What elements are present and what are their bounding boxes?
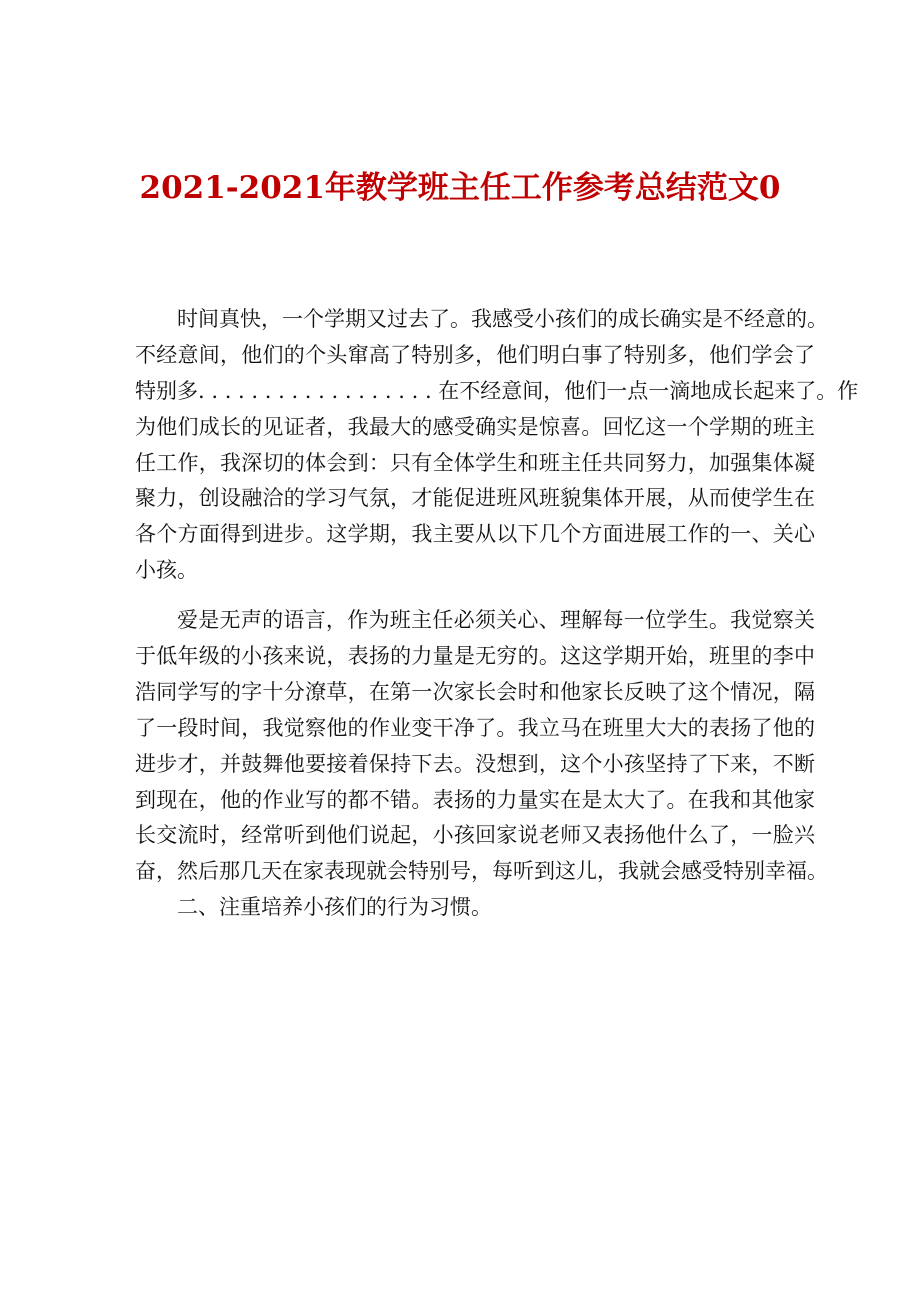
paragraph-line: 任工作，我深切的体会到：只有全体学生和班主任共同努力，加强集体凝 bbox=[135, 450, 815, 475]
paragraph-line: 聚力，创设融洽的学习气氛，才能促进班风班貌集体开展，从而使学生在 bbox=[135, 486, 815, 511]
paragraph-line: 于低年级的小孩来说，表扬的力量是无穷的。这这学期开始，班里的李中 bbox=[135, 644, 815, 669]
paragraph-line: 进步才，并鼓舞他要接着保持下去。没想到，这个小孩坚持了下来，不断 bbox=[135, 751, 815, 776]
paragraph-line: 各个方面得到进步。这学期，我主要从以下几个方面进展工作的一、关心 bbox=[135, 522, 815, 547]
paragraph-line: 小孩。 bbox=[135, 558, 198, 583]
paragraph-line: 不经意间，他们的个头窜高了特别多，他们明白事了特别多，他们学会了 bbox=[135, 342, 815, 367]
section-heading-habits bbox=[135, 890, 815, 926]
paragraph-line: 浩同学写的字十分潦草，在第一次家长会时和他家长反映了这个情况，隔 bbox=[135, 679, 815, 704]
paragraph-praise bbox=[135, 603, 828, 890]
paragraph-line: 为他们成长的见证者，我最大的感受确实是惊喜。回忆这一个学期的班主 bbox=[135, 414, 815, 439]
document-title: 2021-2021年教学班主任工作参考总结范文0 bbox=[139, 170, 781, 206]
paragraph-spacer bbox=[135, 589, 815, 603]
paragraph-line: 到现在，他的作业写的都不错。表扬的力量实在是太大了。在我和其他家 bbox=[135, 787, 815, 812]
paragraph-line: 爱是无声的语言，作为班主任必须关心、理解每一位学生。我觉察关 bbox=[177, 608, 815, 633]
paragraph-line: 时间真快，一个学期又过去了。我感受小孩们的成长确实是不经意的。 bbox=[177, 307, 828, 331]
paragraph-line: 奋，然后那几天在家表现就会特别号，每听到这儿，我就会感受特别幸福。 bbox=[135, 859, 828, 884]
paragraph-line: 了一段时间，我觉察他的作业变干净了。我立马在班里大大的表扬了他的 bbox=[135, 715, 815, 740]
paragraph-line: 二、注重培养小孩们的行为习惯。 bbox=[177, 895, 492, 920]
paragraph-line: 特别多. . . . . . . . . . . . . . . . . . 在不经意间，他们一点一滴地成长起来了。作 bbox=[135, 378, 859, 403]
paragraph-line: 长交流时，经常听到他们说起，小孩回家说老师又表扬他什么了，一脸兴 bbox=[135, 823, 815, 848]
paragraph-intro bbox=[135, 302, 859, 589]
document-body bbox=[135, 302, 859, 926]
